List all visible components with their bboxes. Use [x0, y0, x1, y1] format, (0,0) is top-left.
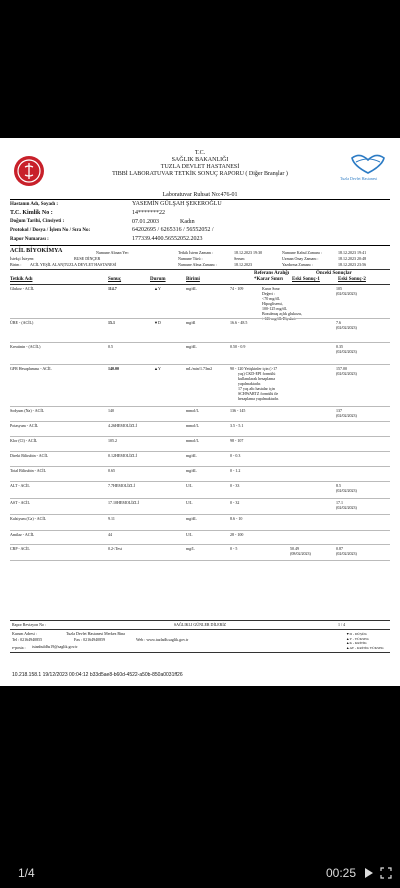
row-divider — [10, 498, 390, 499]
col-unit: Birimi — [186, 277, 200, 282]
col-prev1: Eski Sonuç-1 — [292, 277, 320, 282]
row-divider — [10, 544, 390, 545]
row-unit: mg/dL — [186, 344, 197, 349]
col-ref: Referans Aralığı — [254, 271, 290, 276]
ministry-logo — [14, 156, 44, 186]
sample-time-label: Numune Alma Zamanı : — [178, 262, 217, 267]
row-divider — [10, 530, 390, 531]
row-unit: mg/dl — [186, 320, 196, 325]
row-unit: U/L — [186, 483, 193, 488]
row-divider — [10, 451, 390, 452]
row-result: 17.10HEMOLİZLİ — [108, 500, 139, 505]
row-test-name: Total Bilirubin - ACİL — [10, 468, 47, 473]
sample-place-label: Numune Alınan Yer: — [96, 250, 129, 255]
row-ref-note: Değeri : — [262, 291, 275, 296]
row-prev2: 105 — [336, 286, 342, 291]
legend-critical: ▲K - KRİTİK — [346, 641, 367, 645]
row-test-name: Klor (Cl) - ACİL — [10, 438, 38, 443]
row-result: 9.11 — [108, 516, 115, 521]
row-ref: 0 - 0.3 — [230, 453, 241, 458]
sample-type-value: Serum — [234, 256, 245, 261]
requester-value: BUSE DİNÇER — [74, 256, 101, 261]
row-ref: 3.5 - 5.1 — [230, 423, 244, 428]
col-test: Tetkik Adı — [10, 277, 33, 282]
patient-name-label: Hastanın Adı, Soyadı : — [10, 202, 59, 207]
legend-critical-high: ▲AY - KRİTİK YÜKSEK — [346, 645, 384, 650]
dob-value: 07.01.2003 — [132, 219, 159, 225]
row-unit: U/L — [186, 500, 193, 505]
trace-line: 10.218.158.1 19/12/2023 00:04:12 b33d5ae8-b60d-4522-a50b-850a0031ff26 — [12, 672, 183, 678]
fax: Fax : 02164940859 — [74, 637, 106, 642]
row-prev2: 0.87 — [336, 546, 343, 551]
row-prev2-date: (02/02/2023) — [336, 505, 357, 510]
email-value[interactable]: istanbuldhs19@saglik.gov.tr — [32, 644, 78, 649]
row-result: 0.2<Test — [108, 546, 122, 551]
row-divider — [10, 364, 390, 365]
row-prev2: 7.6 — [336, 320, 341, 325]
row-status: ▼D — [154, 320, 161, 325]
tel: Tel : 02164940855 — [12, 637, 43, 642]
col-prev2: Eski Sonuç-2 — [338, 277, 366, 282]
row-ref-note: yaş) CKD-EPI formülü — [238, 371, 276, 376]
status-legend — [346, 632, 384, 650]
row-test-name: Glukoz - ACİL — [10, 286, 35, 291]
license-number: Laboratuvar Ruhsat No:476-01 — [162, 192, 238, 198]
row-result: 0.12HEMOLİZLİ — [108, 453, 137, 458]
unit-label: Birim : — [10, 262, 22, 267]
row-divider — [10, 514, 390, 515]
row-divider — [10, 560, 390, 561]
row-unit: mL/min/1.73m2 — [186, 366, 213, 371]
row-divider — [10, 481, 390, 482]
legend-high: ▲Y - YÜKSEK — [346, 636, 369, 641]
accept-time-value: 18.12.2023 19:41 — [338, 250, 367, 255]
header-tc: T.C. — [194, 150, 206, 156]
row-prev2-date: (02/02/2023) — [336, 488, 357, 493]
print-time-value: 18.12.2023 23:56 — [338, 262, 367, 267]
row-test-name: Amilaz - ACİL — [10, 532, 35, 537]
row-ref: 0 - 32 — [230, 500, 240, 505]
row-divider — [10, 342, 390, 343]
tc-value: 14*******22 — [132, 210, 165, 216]
row-ref: 0 - 33 — [230, 483, 240, 488]
row-prev1-date: (08/02/2023) — [290, 551, 311, 556]
row-status: ▲Y — [154, 366, 161, 371]
row-test-name: CRP - ACİL — [10, 546, 30, 551]
row-unit: mg/L — [186, 546, 195, 551]
row-ref: 16.6 - 48.5 — [230, 320, 248, 325]
row-prev2-date: (02/02/2023) — [336, 349, 357, 354]
requester-label: İstekçi İsteyen: — [10, 256, 35, 261]
row-result: 140 — [108, 408, 114, 413]
row-result: 0.5 — [108, 344, 113, 349]
row-ref: 28 - 100 — [230, 532, 244, 537]
header-hospital: TUZLA DEVLET HASTANESİ — [160, 164, 240, 170]
row-ref-note: Karar Sınır — [262, 286, 280, 291]
row-ref-note: >126 mg/dL Diyabet. — [262, 316, 297, 321]
row-prev2-date: (02/02/2023) — [336, 551, 357, 556]
row-result: 114.7 — [108, 286, 117, 291]
row-test-name: Kreatinin - (ACİL) — [10, 344, 41, 349]
col-result: Sonuç — [108, 277, 122, 282]
row-ref-note: <70 mg/dL — [262, 296, 280, 301]
row-ref: 0.50 - 0.9 — [230, 344, 246, 349]
row-ref: 98 - 107 — [230, 438, 244, 443]
row-result: 15.1 — [108, 320, 115, 325]
col-previous: Önceki Sonuçlar — [316, 271, 352, 276]
row-ref-note: 17 yaş altı hastalar için — [238, 386, 275, 391]
row-divider — [10, 318, 390, 319]
row-test-name: AST - ACİL — [10, 500, 30, 505]
row-test-name: Direkt Bilirubin - ACİL — [10, 453, 49, 458]
row-result: 0.65 — [108, 468, 115, 473]
legend-low: ▼D - DÜŞÜK — [346, 632, 367, 636]
playback-time: 00:25 — [326, 866, 357, 880]
row-ref-note: yapılmaktadır. — [238, 381, 261, 386]
request-time-value: 18.12.2023 19:30 — [234, 250, 263, 255]
row-ref: 8.6 - 10 — [230, 516, 243, 521]
row-test-name: Sodyum (Na) - ACİL — [10, 408, 45, 413]
gender-value: Kadın — [180, 219, 195, 225]
row-prev2: 17.1 — [336, 500, 343, 505]
row-test-name: GFR Hesaplaması - ACİL — [10, 366, 52, 371]
approve-time-value: 18.12.2023 20:48 — [338, 256, 367, 261]
address-label: Kurum Adresi : — [12, 631, 37, 636]
row-prev2: 8.5 — [336, 483, 341, 488]
row-ref: 90 - 120 Yetişkinler için (>17 — [230, 366, 278, 371]
row-ref-note: SCHWARTZ formülü ile — [238, 391, 279, 396]
fullscreen-icon[interactable] — [380, 866, 392, 884]
row-prev2-date: (02/02/2023) — [336, 325, 357, 330]
request-time-label: Tetkik İstem Zamanı : — [178, 250, 214, 255]
col-ref-sub: *Karar Sınırı — [254, 277, 283, 282]
row-unit: mmol/L — [186, 438, 199, 443]
row-ref: 136 - 145 — [230, 408, 246, 413]
row-result: 7.7HEMOLİZLİ — [108, 483, 135, 488]
row-unit: mmol/L — [186, 423, 199, 428]
unit-value: ACİL YEŞİL ALAN|TUZLA DEVLET HASTANESİ — [30, 262, 117, 267]
email-label: e-posta : — [12, 645, 26, 650]
row-divider — [10, 466, 390, 467]
row-unit: mmol/L — [186, 408, 199, 413]
row-prev2-date: (02/02/2023) — [336, 371, 357, 376]
row-result: 140.00 — [108, 366, 119, 371]
row-test-name: ALT - ACİL — [10, 483, 30, 488]
row-unit: mg/dL — [186, 453, 197, 458]
protocol-label: Protokol / Dosya / İşlem No / Sıra No: — [10, 228, 91, 233]
row-ref: 74 - 109 — [230, 286, 244, 291]
row-prev2: 157.00 — [336, 366, 347, 371]
row-ref: 0 - 1.2 — [230, 468, 241, 473]
row-test-name: Potasyum - ACİL — [10, 423, 39, 428]
report-number-label: Rapor Numarası : — [10, 237, 49, 242]
row-ref-note: Bozulmuş açlık glukozu, — [262, 311, 302, 316]
row-ref-note: kullanılarak hesaplama — [238, 376, 275, 381]
report-page — [0, 138, 400, 686]
row-prev2: 137 — [336, 408, 342, 413]
row-test-name: Kalsiyum (Ca) - ACİL — [10, 516, 47, 521]
row-divider — [10, 421, 390, 422]
print-time-label: Yazdırma Zamanı : — [282, 262, 313, 267]
web-link[interactable]: Web : www.tuzladh.saglik.gov.tr — [136, 637, 189, 642]
col-status: Durum — [150, 277, 166, 282]
row-ref-note: Hipoglisemi, — [262, 301, 283, 306]
row-ref: 0 - 5 — [230, 546, 238, 551]
tc-label: T.C. Kimlik No : — [10, 210, 53, 216]
page-counter: 1/4 — [18, 866, 35, 880]
viewer-controls — [0, 860, 400, 888]
hospital-logo — [348, 152, 388, 179]
footer-wish: SAĞLIKLI GÜNLER DİLERİZ — [173, 622, 227, 627]
report-number: 177339.4400.56552052.2023 — [132, 236, 203, 242]
row-ref-note: hesaplama yapılmaktadır. — [238, 396, 279, 401]
row-divider — [10, 436, 390, 437]
row-test-name: ÜRE - (ACİL) — [10, 320, 34, 325]
play-icon[interactable] — [364, 866, 374, 884]
page-number: 1 / 4 — [338, 622, 346, 627]
row-unit: U/L — [186, 532, 193, 537]
row-result: 4.26HEMOLİZLİ — [108, 423, 137, 428]
protocol-value: 64202695 / 6265316 / 56552052 / — [132, 227, 214, 233]
row-prev1: 50.49 — [290, 546, 299, 551]
row-result: 105.2 — [108, 438, 117, 443]
row-prev2-date: (02/02/2023) — [336, 413, 357, 418]
row-unit: mg/dL — [186, 516, 197, 521]
row-prev2: 0.35 — [336, 344, 343, 349]
row-ref-note: 100-125 mg/dL — [262, 306, 287, 311]
accept-time-label: Numune Kabul Zamanı : — [282, 250, 322, 255]
section-title: ACİL BİYOKİMYA — [10, 248, 63, 254]
row-unit: mg/dL — [186, 468, 197, 473]
sample-type-label: Numune Türü : — [178, 256, 203, 261]
report-title: TIBBİ LABORATUVAR TETKİK SONUÇ RAPORU ( Diğer Branşlar ) — [112, 171, 288, 177]
row-status: ▲Y — [154, 286, 161, 291]
revision-label: Rapor Revizyon No : — [12, 622, 47, 627]
sample-time-value: 18.12.2023 — [234, 262, 252, 267]
row-divider — [10, 406, 390, 407]
address-value: Tuzla Devlet Hastanesi Merkez Bina — [66, 631, 125, 636]
row-unit: mg/dL — [186, 286, 197, 291]
approve-time-label: Uzman Onay Zamanı : — [282, 256, 319, 261]
patient-name: YASEMİN GÜLŞAH ŞEKEROĞLU — [132, 201, 222, 207]
row-prev2-date: (02/02/2023) — [336, 291, 357, 296]
header-ministry: SAĞLIK BAKANLIĞI — [171, 157, 229, 163]
dob-label: Doğum Tarihi, Cinsiyeti : — [10, 219, 65, 224]
row-result: 44 — [108, 532, 112, 537]
hospital-logo-text: Tuzla Devlet Hastanesi — [340, 176, 378, 181]
